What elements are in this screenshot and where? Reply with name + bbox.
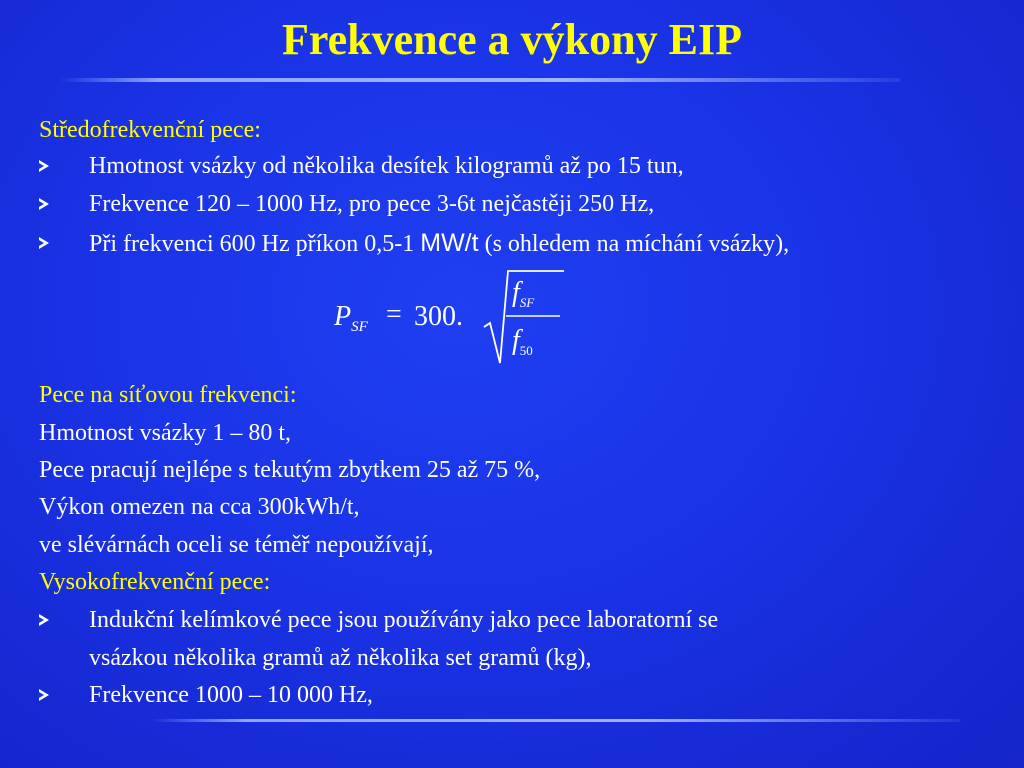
bullet-text: Frekvence 120 – 1000 Hz, pro pece 3-6t nejčastěji 250 Hz, — [89, 191, 655, 217]
text-line: Pece pracují nejlépe s tekutým zbytkem 25 až 75 %, — [39, 457, 541, 483]
arrow-bullet-icon — [39, 198, 49, 210]
arrow-bullet-icon — [39, 689, 49, 701]
title-divider — [60, 78, 900, 82]
power-unit: MW/t — [420, 229, 479, 257]
text-line: Výkon omezen na cca 300kWh/t, — [39, 494, 360, 520]
arrow-bullet-icon — [39, 237, 49, 249]
formula-equals: = — [386, 299, 402, 330]
bullet-text-pre: Při frekvenci 600 Hz příkon 0,5-1 — [89, 231, 421, 257]
arrow-bullet-icon — [39, 614, 49, 626]
bullet-text: Frekvence 1000 – 10 000 Hz, — [89, 682, 373, 708]
formula-lhs: $P_{SF}$ — [334, 301, 368, 335]
text-line: Hmotnost vsázky 1 – 80 t, — [39, 420, 291, 446]
section-heading-medium-frequency: Středofrekvenční pece: — [39, 117, 261, 143]
section-heading-mains-frequency: Pece na síťovou frekvenci: — [39, 382, 297, 408]
power-formula — [330, 265, 570, 365]
section-heading-high-frequency: Vysokofrekvenční pece: — [39, 569, 271, 595]
text-line: ve slévárnách oceli se téměř nepoužívají, — [39, 532, 434, 558]
bullet-text: Indukční kelímkové pece jsou používány jako pece laboratorní se — [89, 607, 719, 633]
bullet-text-continuation: vsázkou několika gramů až několika set gramů (kg), — [89, 645, 592, 671]
footer-divider — [150, 719, 960, 722]
formula-coefficient: 300. — [414, 301, 463, 332]
bullet-text: Hmotnost vsázky od několika desítek kilogramů až po 15 tun, — [89, 153, 684, 179]
arrow-bullet-icon — [39, 160, 49, 172]
formula-denominator: $f_{50}$ — [512, 325, 533, 358]
bullet-text-post: (s ohledem na míchání vsázky), — [478, 231, 790, 257]
formula-numerator: $f_{SF}$ — [512, 277, 535, 310]
bullet-text — [89, 228, 789, 259]
slide-title: Frekvence a výkony EIP — [282, 15, 742, 64]
fraction-bar — [506, 314, 562, 318]
